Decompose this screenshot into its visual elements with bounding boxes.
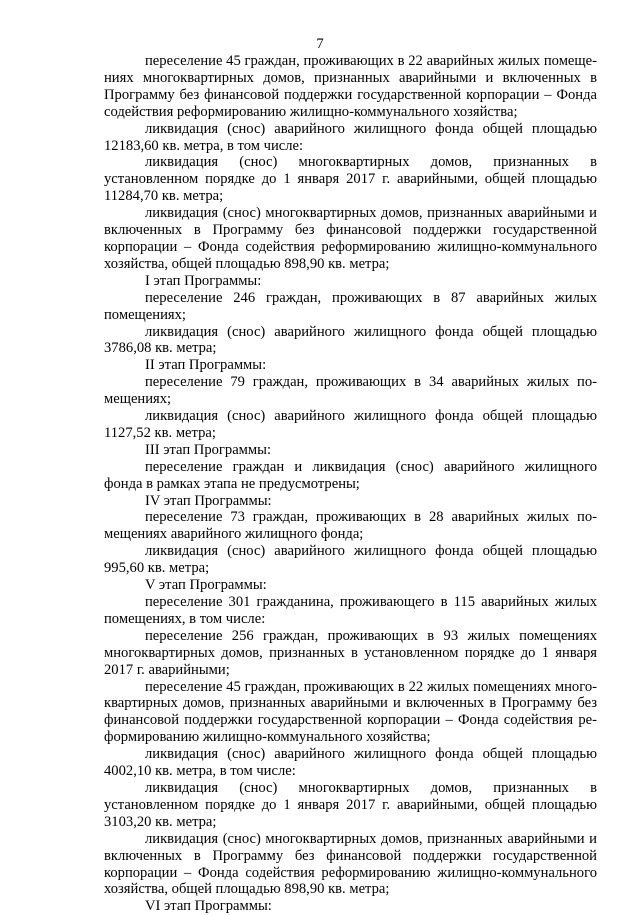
- paragraph: переселение 45 граждан, проживающих в 22 аварийных жилых помещениях многоквартирных домов, признанных аварийными и включенных в Программу без финансовой поддержки государственной корпорации – Фонда содействия реформированию жилищно-коммунального хозяйства;: [104, 53, 597, 120]
- paragraph: переселение 73 граждан, проживающих в 28 аварийных жилых помещениях аварийного жилищного фонда;: [104, 509, 597, 543]
- section-heading: VI этап Программы:: [145, 898, 272, 915]
- paragraph: переселение граждан и ликвидация (снос) аварийного жилищного фонда в рамках этапа не предусмотрены;: [104, 458, 597, 492]
- paragraph: ликвидация (снос) многоквартирных домов, признанных аварийными и включенных в Программу без финансовой поддержки государственной корпорации – Фонда содействия реформированию жилищно-коммунального хозяйства, общей площадью 898,90 кв. метра;: [104, 830, 597, 898]
- section-heading: V этап Программы:: [145, 577, 267, 594]
- section-heading: I этап Программы:: [145, 272, 262, 289]
- document-body: [104, 53, 597, 915]
- paragraph: переселение 301 гражданина, проживающего в 115 аварийных жилых помещениях, в том числе:: [104, 594, 597, 627]
- paragraph: ликвидация (снос) аварийного жилищного фонда общей площадью 995,60 кв. метра;: [104, 543, 597, 577]
- paragraph: переселение 45 граждан, проживающих в 22 жилых помещениях многоквартирных домов, признанных аварийными и включенных в Программу без финансовой поддержки государственной корпорации – Фонда содействия реформированию жилищно-коммунального хозяйства;: [104, 678, 597, 746]
- paragraph: ликвидация (снос) многоквартирных домов, признанных в установленном порядке до 1 января 2017 г. аварийными, общей площадью 3103,20 кв. метра;: [104, 779, 597, 830]
- paragraph: ликвидация (снос) многоквартирных домов, признанных в установленном порядке до 1 января 2017 г. аварийными, общей площадью 11284,70 кв. метра;: [104, 154, 597, 205]
- paragraph: переселение 256 граждан, проживающих в 93 жилых помещениях многоквартирных домов, признанных в установленном порядке до 1 января 2017 г. аварийными;: [104, 627, 597, 678]
- paragraph: ликвидация (снос) аварийного жилищного фонда общей площадью 1127,52 кв. метра;: [104, 408, 597, 441]
- section-heading: III этап Программы:: [145, 441, 272, 458]
- paragraph: переселение 246 граждан, проживающих в 87 аварийных жилых помещениях;: [104, 289, 597, 323]
- section-heading: IV этап Программы:: [145, 492, 272, 509]
- section-heading: II этап Программы:: [145, 357, 267, 374]
- paragraph: ликвидация (снос) многоквартирных домов, признанных аварийными и включенных в Программу без финансовой поддержки государственной корпорации – Фонда содействия реформированию жилищно-коммунального хозяйства, общей площадью 898,90 кв. метра;: [104, 205, 597, 272]
- paragraph: ликвидация (снос) аварийного жилищного фонда общей площадью 12183,60 кв. метра, в том числе:: [104, 120, 597, 154]
- paragraph: ликвидация (снос) аварийного жилищного фонда общей площадью 3786,08 кв. метра;: [104, 323, 597, 357]
- paragraph: переселение 79 граждан, проживающих в 34 аварийных жилых помещениях;: [104, 374, 597, 408]
- page-number: 7: [316, 36, 324, 52]
- paragraph: ликвидация (снос) аварийного жилищного фонда общей площадью 4002,10 кв. метра, в том числе:: [104, 746, 597, 780]
